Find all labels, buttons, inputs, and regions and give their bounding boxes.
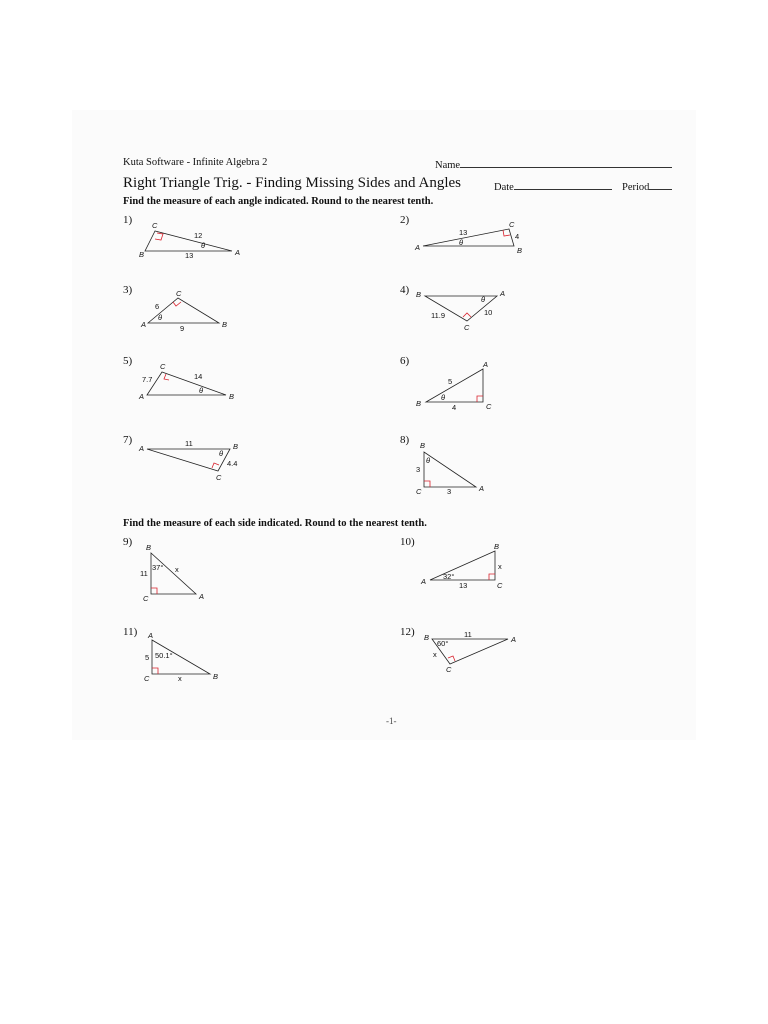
- vertex-label: B: [146, 543, 152, 552]
- side-label: 3: [416, 465, 421, 474]
- period-label: Period: [622, 182, 650, 193]
- vertex-label: B: [517, 246, 523, 255]
- vertex-label: C: [509, 220, 515, 229]
- vertex-label: A: [415, 243, 421, 252]
- problem-number: 11): [123, 626, 138, 638]
- problem-number: 8): [400, 434, 410, 446]
- angle-label: θ: [481, 295, 486, 304]
- side-label: 9: [180, 324, 185, 333]
- vertex-label: C: [486, 402, 492, 411]
- side-label: 13: [459, 581, 468, 590]
- vertex-label: A: [479, 484, 485, 493]
- vertex-label: B: [229, 392, 235, 401]
- side-label: 13: [185, 251, 194, 260]
- angle-label: θ: [426, 456, 431, 465]
- vertex-label: B: [222, 320, 228, 329]
- side-label: x: [433, 650, 437, 659]
- vertex-label: B: [233, 442, 239, 451]
- vertex-label: A: [139, 444, 145, 453]
- side-label: 6: [155, 302, 160, 311]
- side-label: 10: [484, 308, 493, 317]
- vertex-label: B: [494, 542, 500, 551]
- vertex-label: C: [144, 674, 150, 683]
- vertex-label: C: [446, 665, 452, 674]
- problem-number: 7): [123, 434, 133, 446]
- side-label: 11: [464, 630, 472, 639]
- vertex-label: A: [483, 360, 489, 369]
- problem-number: 2): [400, 214, 410, 226]
- angle-label: θ: [158, 313, 163, 322]
- vertex-label: A: [141, 320, 147, 329]
- vertex-label: C: [160, 362, 166, 371]
- angle-label: 50.1°: [155, 651, 173, 660]
- instruction-sides: Find the measure of each side indicated. Round to the nearest tenth.: [123, 518, 427, 529]
- angle-label: θ: [199, 386, 204, 395]
- side-label: 13: [459, 228, 468, 237]
- problem-number: 6): [400, 355, 410, 367]
- vertex-label: C: [464, 323, 470, 332]
- side-label: 12: [194, 231, 203, 240]
- side-label: 7.7: [142, 375, 153, 384]
- side-label: 4.4: [227, 459, 238, 468]
- side-label: 5: [145, 653, 150, 662]
- side-label: 11: [185, 439, 193, 448]
- page-number: -1-: [386, 716, 397, 726]
- date-label: Date: [494, 182, 514, 193]
- vertex-label: A: [500, 289, 506, 298]
- problem-number: 10): [400, 536, 415, 548]
- worksheet-title: Right Triangle Trig. - Finding Missing Sides and Angles: [123, 175, 461, 191]
- side-label: 4: [515, 232, 520, 241]
- vertex-label: B: [424, 633, 430, 642]
- problem-number: 1): [123, 214, 133, 226]
- angle-label: 37°: [152, 563, 164, 572]
- problem-number: 12): [400, 626, 415, 638]
- angle-label: 60°: [437, 639, 449, 648]
- vertex-label: A: [199, 592, 205, 601]
- problem-number: 9): [123, 536, 133, 548]
- angle-label: θ: [459, 238, 464, 247]
- vertex-label: A: [421, 577, 427, 586]
- vertex-label: B: [420, 441, 426, 450]
- angle-label: θ: [219, 449, 224, 458]
- publisher-line: Kuta Software - Infinite Algebra 2: [123, 157, 268, 168]
- instruction-angles: Find the measure of each angle indicated. Round to the nearest tenth.: [123, 196, 434, 207]
- angle-label: θ: [201, 241, 206, 250]
- problem-number: 3): [123, 284, 133, 296]
- side-label: 11.9: [431, 311, 446, 320]
- side-label: 3: [447, 487, 452, 496]
- vertex-label: C: [143, 594, 149, 603]
- side-label: 14: [194, 372, 203, 381]
- side-label: x: [175, 565, 179, 574]
- side-label: 11: [140, 569, 148, 578]
- side-label: 5: [448, 377, 453, 386]
- problem-number: 4): [400, 284, 410, 296]
- side-label: x: [498, 562, 502, 571]
- vertex-label: B: [416, 399, 422, 408]
- vertex-label: A: [148, 631, 154, 640]
- angle-label: θ: [441, 393, 446, 402]
- vertex-label: C: [152, 221, 158, 230]
- right-angle-mark: [448, 656, 455, 661]
- side-label: x: [178, 674, 182, 683]
- vertex-label: A: [139, 392, 145, 401]
- vertex-label: A: [235, 248, 241, 257]
- vertex-label: B: [213, 672, 219, 681]
- problem-number: 5): [123, 355, 133, 367]
- name-label: Name: [435, 160, 461, 171]
- vertex-label: B: [416, 290, 422, 299]
- vertex-label: B: [139, 250, 145, 259]
- angle-label: 32°: [443, 572, 455, 581]
- vertex-label: C: [176, 289, 182, 298]
- vertex-label: C: [497, 581, 503, 590]
- vertex-label: C: [416, 487, 422, 496]
- vertex-label: A: [511, 635, 517, 644]
- side-label: 4: [452, 403, 457, 412]
- vertex-label: C: [216, 473, 222, 482]
